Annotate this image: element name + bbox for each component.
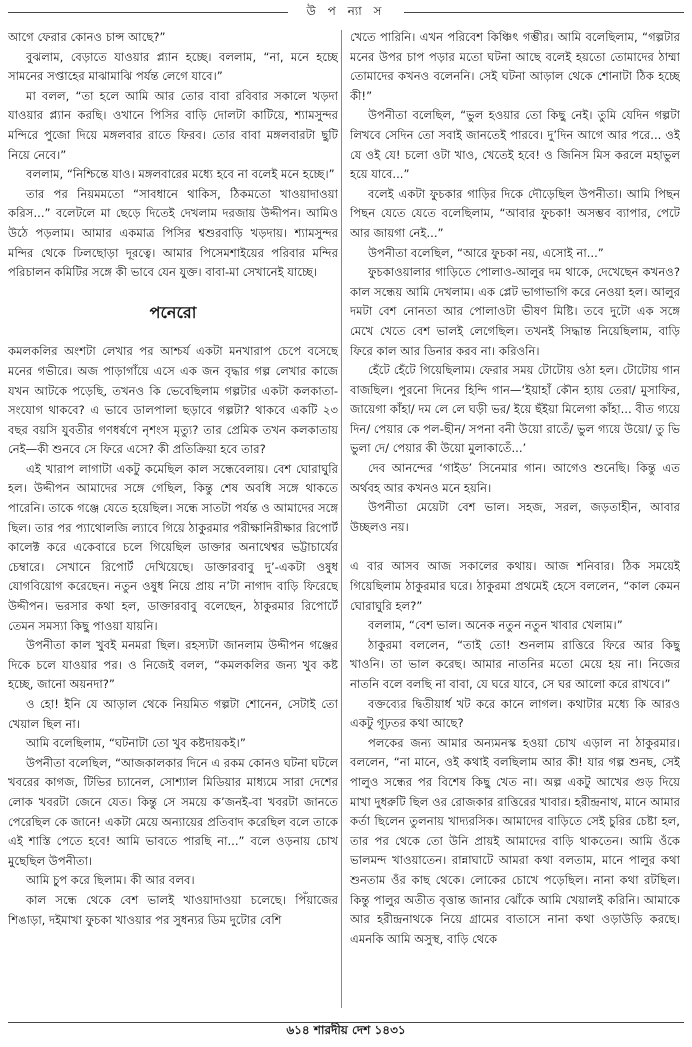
right-column bbox=[350, 28, 680, 1010]
paragraph: এই খারাপ লাগাটা একটু কমেছিল কাল সন্ধেবেলায়। বেশ ঘোরাঘুরি হল। উদ্দীপন আমাদের সঙ্গে গেছিল, কিন্তু শেষ অবধি সঙ্গে থাকতে পারেনি। তাকে গঞ্জে যেতে হয়েছিল। সন্ধে সাতটা পর্যন্ত ও আমাদের সঙ্গে ছিল। তার পর প্যাথোলজি ল্যাবে গিয়ে ঠাকুরমার পরীক্ষানিরীক্ষার রিপোর্ট কালেক্ট করে একেবারে চলে গিয়েছিল ডাক্তার অনাথেশ্বর ভট্টাচার্যের চেম্বারে। সেখানে রিপোর্ট দেখিয়েছে। ডাক্তারবাবু দু’-একটা ওষুধ যোগবিয়োগ করেছেন। নতুন ওষুধ নিয়ে প্রায় ন’টা নাগাদ বাড়ি ফিরেছে উদ্দীপন। ভরসার কথা হল, ডাক্তারবাবু বলেছেন, ঠাকুরমার রিপোর্টে তেমন সমস্যা কিছু পাওয়া যায়নি। bbox=[8, 461, 338, 633]
left-column bbox=[8, 28, 338, 1010]
paragraph: ফুচকাওয়ালার গাড়িতে পোলাও-আলুর দম থাকে, দেখেছেন কখনও? কাল সন্ধেয় আমি দেখলাম। এক প্লেট ভাগাভাগি করে নেওয়া হল। আলুর দমটা বেশ নোনতা আর পোলাওটা ভীষণ মিষ্টি। তবে দুটো এক সঙ্গে মেখে খেতে বেশ ভালই লেগেছিল। তখনই সিদ্ধান্ত নিয়েছিলাম, বাড়ি ফিরে কাল আর ডিনার করব না। করিওনি। bbox=[350, 265, 680, 358]
page-number-and-magazine: ৬১৪ শারদীয় দেশ ১৪৩১ bbox=[286, 1023, 406, 1037]
footer-rule bbox=[8, 1022, 684, 1023]
paragraph: উপনীতা বলেছিল, “আরে ফুচকা নয়, এসোই না...” bbox=[368, 245, 604, 260]
section-title: উ প ন্যা স bbox=[297, 3, 396, 23]
paragraph: কমলকলির অংশটা লেখার পর আশ্চর্য একটা মনখারাপ চেপে বসেছে মনের গভীরে। অজ পাড়াগাঁয়ে এসে এক জন বৃদ্ধার গল্প লেখার কাজে যখন আটকে পড়েছি, তখনও কি ভেবেছিলাম গল্পটার একটা কলকাতা-সংযোগ থাকবে? এ ভাবে ডালপালা ছড়াবে গল্পটা? থাকবে একটি ২৩ বছর বয়সি যুবতীর গণধর্ষণে নৃশংস মৃত্যু? তার প্রেমিক তখন কলকাতায় নেই—কী শুনবে সে ফিরে এসে? কী প্রতিক্রিয়া হবে তার? bbox=[8, 344, 338, 457]
paragraph: বললাম, “বেশ ভাল। অনেক নতুন নতুন খাবার খেলাম।” bbox=[368, 618, 623, 633]
paragraph: বলেই একটা ফুচকার গাড়ির দিকে দৌড়েছিল উপনীতা। আমি পিছন পিছন যেতে যেতে বলেছিলাম, “আবার ফুচকা! অসম্ভব ব্যাপার, পেটে আর জায়গা নেই...” bbox=[350, 186, 680, 240]
paragraph: ঠাকুরমা বললেন, “তাই তো! শুনলাম রাত্তিরে ফিরে আর কিছু খাওনি। তা ভাল করেছ। আমার নাতনির মতো মেয়ে হয় না। নিজের নাতনি বলে বলছি না বাবা, যে ঘরে যাবে, সে ঘর আলো করে রাখবে।” bbox=[350, 637, 680, 691]
section-break bbox=[350, 537, 680, 557]
paragraph: উপনীতা বলেছিল, “আজকালকার দিনে এ রকম কোনও ঘটনা ঘটলে খবরের কাগজ, টিভির চ্যানেল, সোশ্যাল মিডিয়ার মাধ্যমে সারা দেশের লোক খবরটা জেনে যেত। কিন্তু সে সময়ে ক’জনই-বা খবরটা জানতে পেরেছিল কে জানে! একটা মেয়ে অন্যায়ের প্রতিবাদ করেছিল বলে তাকে এই শাস্তি পেতে হবে! আমি ভাবতে পারছি না...” বলে ওড়নায় চোখ মুছেছিল উপনীতা। bbox=[8, 755, 338, 868]
paragraph: তার পর নিয়মমতো “সাবধানে থাকিস, ঠিকমতো খাওয়াদাওয়া করিস...” বলেটলে মা ছেড়ে দিতেই দেখলাম দরজায় উদ্দীপন। আমিও উঠে পড়লাম। আমার একমাত্র পিসির শ্বশুরবাড়ি খড়দায়। শ্যামসুন্দর মন্দির থেকে ঢিলছোড়া দূরত্বে। আমার পিসেমশাইয়ের পরিবার মন্দির পরিচালন কমিটির সঙ্গে কী ভাবে যেন যুক্ত। বাবা-মা সেখানেই যাচ্ছে। bbox=[8, 186, 338, 280]
paragraph: পলকের জন্য আমার অন্যমনস্ক হওয়া চোখ এড়াল না ঠাকুরমার। বললেন, “না মানে, ওই কথাই বলছিলাম আর কী! যার গল্প শুনছ, সেই পালুও সন্ধের পর বিশেষ কিছু খেত না। অল্প একটু আখের গুড় দিয়ে মাখা দুধরুটি ছিল ওর রোজকার রাত্তিরের খাবার। হরীন্দ্রনাথ, মানে আমার কর্তা ছিলেন তুলনায় খাদ্যরসিক। আমাদের বাড়িতে সেই চুরির চেষ্টা হল, তার পর থেকে তো উনি প্রায়ই আমাদের বাড়ি থাকতেন। আমি ওঁকে ভালমন্দ খাওয়াতেন। রান্নাঘাটে আমরা কথা বলতাম, মানে পালুর কথা শুনতাম ওঁর কাছ থেকে। লোকের চোখে পড়েছিল। নানা কথা রটছিল। কিন্তু পালুর অতীত বৃত্তান্ত জানার ঝোঁকে আমি খেয়ালই করিনি। আমাকে আর হরীন্দ্রনাথকে নিয়ে গ্রামের বাতাসে নানা কথা ওড়াউড়ি করছে। এমনকি আমি অসুস্থ, বাড়ি থেকে bbox=[350, 735, 680, 946]
paragraph: হেঁটে হেঁটে গিয়েছিলাম। ফেরার সময় টোটোয় ওঠা হল। টোটোয় গান বাজছিল। পুরনো দিনের হিন্দি গান—‘ইয়াহাঁ কৌন হ্যায় তেরা/ মুসাফির, জায়েগা কাঁহা/ দম লে লে ঘড়ী ভর/ ইয়ে ছঁইয়া মিলেগা কাঁহা... বীত গ্যয়ে দিন/ পেয়ার কে পল-ছীন/ সপনা বনী উয়ো রাতেঁ/ ভুল গ্যয়ে উয়ো/ তু ভি ভুলা দে/ পেয়ার কী উয়ো মুলাকাতেঁ...’ bbox=[350, 363, 680, 456]
paragraph: আমি বলেছিলাম, “ঘটনাটা তো খুব কষ্টদায়কই।” bbox=[26, 736, 246, 751]
paragraph: উপনীতা মেয়েটা বেশ ভাল। সহজ, সরল, জড়তাহীন, আবার উচ্ছলও নয়। bbox=[350, 500, 680, 534]
paragraph: উপনীতা বলেছিল, “ভুল হওয়ার তো কিছু নেই। তুমি যেদিন গল্পটা লিখবে সেদিন তো সবাই জানতেই পারবে। দু’দিন আগে আর পরে... ওই যে ওই যে! চলো ওটা খাও, খেতেই হবে! ও জিনিস মিস করলে মহাভুল হয়ে যাবে...” bbox=[350, 108, 680, 182]
paragraph: আমি চুপ করে ছিলাম। কী আর বলব। bbox=[26, 873, 195, 888]
paragraph: উপনীতা কাল খুবই মনমরা ছিল। রহস্যটা জানলাম উদ্দীপন গঞ্জের দিকে চলে যাওয়ার পর। ও নিজেই বলল, “কমলকলির জন্য খুব কষ্ট হচ্ছে, জানো অয়নদা?” bbox=[8, 638, 338, 692]
header-rule-left bbox=[8, 12, 288, 13]
paragraph: দেব আনন্দের ‘গাইড’ সিনেমার গান। আগেও শুনেছি। কিন্তু এত অর্থবহ আর কখনও মনে হয়নি। bbox=[350, 461, 680, 495]
page-footer bbox=[0, 1022, 692, 1042]
page-header bbox=[0, 0, 692, 26]
paragraph: ও হো! ইনি যে আড়াল থেকে নিয়মিত গল্পটা শোনেন, সেটাই তো খেয়াল ছিল না। bbox=[8, 697, 338, 731]
chapter-heading: পনেরো bbox=[149, 302, 197, 322]
paragraph: আগে ফেরার কোনও চান্স আছে?” bbox=[8, 30, 166, 44]
paragraph: বললাম, “নিশ্চিন্তে যাও। মঙ্গলবারের মধ্যে হবে না বলেই মনে হচ্ছে।” bbox=[26, 167, 335, 182]
column-divider bbox=[341, 30, 342, 1008]
header-rule-right bbox=[404, 12, 684, 13]
paragraph: বক্তব্যের দ্বিতীয়ার্ধ খট করে কানে লাগল। কথাটার মধ্যে কি আরও একটু গূঢ়তর কথা আছে? bbox=[350, 696, 680, 731]
paragraph: কাল সন্ধে থেকে বেশ ভালই খাওয়াদাওয়া চলেছে। পিঁয়াজের শিঙাড়া, দইমাখা ফুচকা খাওয়ার পর সুধন্যর ডিম দুটোর বেশি bbox=[8, 892, 338, 927]
paragraph: খেতে পারিনি। এখন পরিবেশ কিঞ্চিৎ গম্ভীর। আমি বলেছিলাম, “গল্পটার মনের উপর চাপ পড়ার মতো ঘটনা আছে বলেই হয়তো তোমাদের ঠাম্মা তোমাদের কখনও বলেননি। সেই ঘটনা আড়াল থেকে শোনাটা ঠিক হচ্ছে কী!” bbox=[350, 30, 680, 103]
paragraph: এ বার আসব আজ সকালের কথায়। আজ শনিবার। ঠিক সময়েই গিয়েছিলাম ঠাকুরমার ঘরে। ঠাকুরমা প্রথমেই হেসে বললেন, “কাল কেমন ঘোরাঘুরি হল?” bbox=[350, 559, 680, 613]
paragraph: মা বলল, “তা হলে আমি আর তোর বাবা রবিবার সকালে খড়দা যাওয়ার প্ল্যান করছি। ওখানে পিসির বাড়ি দোলটা কাটিয়ে, শ্যামসুন্দর মন্দিরে পুজো দিয়ে মঙ্গলবার রাতে ফিরব। তোর বাবা মঙ্গলবারটা ছুটি নিয়ে নেবে।” bbox=[8, 88, 338, 162]
paragraph: বুঝলাম, বেড়াতে যাওয়ার প্ল্যান হচ্ছে। বললাম, “না, মনে হচ্ছে সামনের সপ্তাহের মাঝামাঝি পর্যন্ত লেগে যাবে।” bbox=[8, 49, 338, 84]
